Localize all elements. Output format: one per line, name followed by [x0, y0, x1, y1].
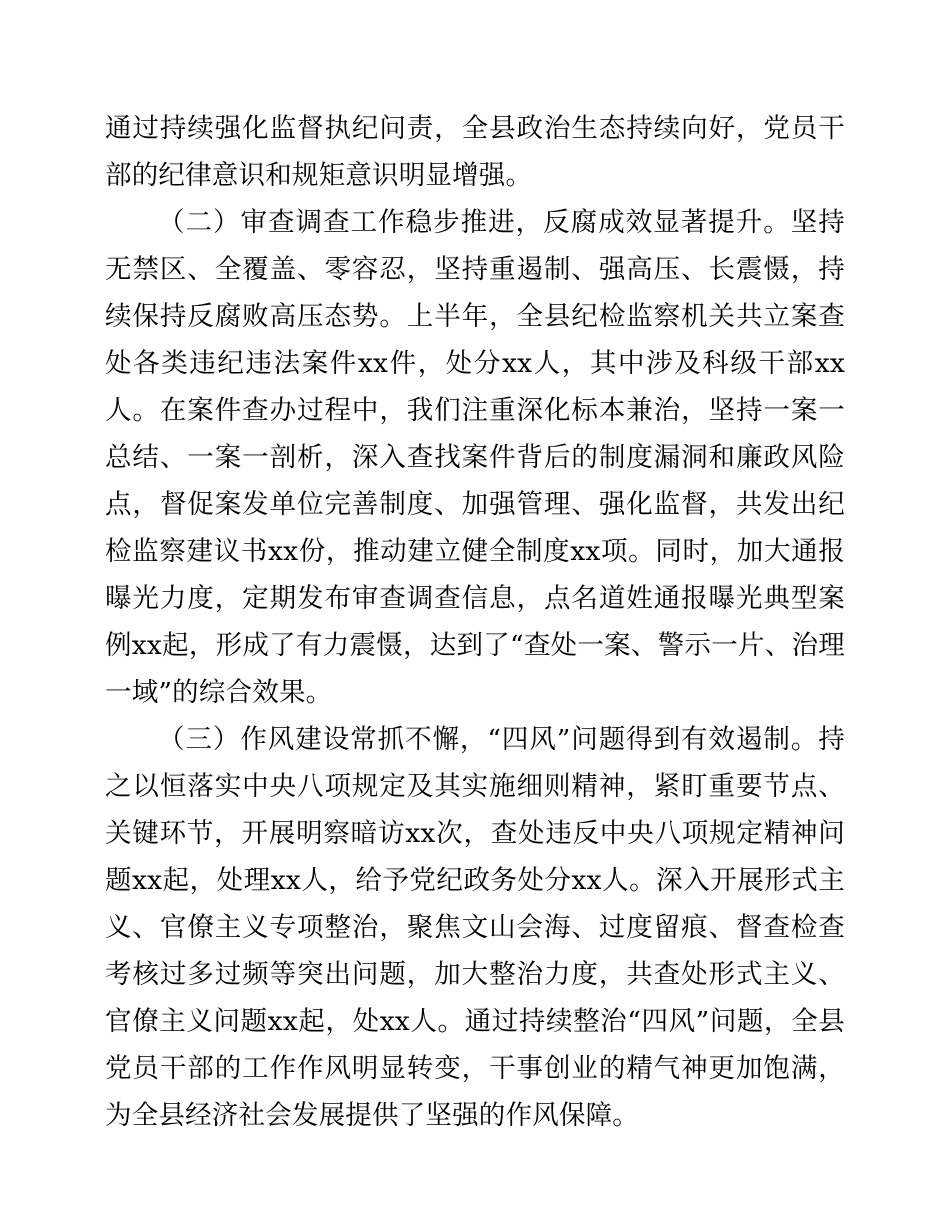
paragraph-section-two: （二）审查调查工作稳步推进，反腐成效显著提升。坚持无禁区、全覆盖、零容忍，坚持重遏制、强高压、长震慑，持续保持反腐败高压态势。上半年，全县纪检监察机关共立案查处各类违纪违法案件xx件，处分xx人，其中涉及科级干部xx人。在案件查办过程中，我们注重深化标本兼治，坚持一案一总结、一案一剖析，深入查找案件背后的制度漏洞和廉政风险点，督促案发单位完善制度、加强管理、强化监督，共发出纪检监察建议书xx份，推动建立健全制度xx项。同时，加大通报曝光力度，定期发布审查调查信息，点名道姓通报曝光典型案例xx起，形成了有力震慑，达到了“查处一案、警示一片、治理一域”的综合效果。	[105, 207, 845, 708]
document-body	[105, 105, 845, 1139]
paragraph-continuation: 通过持续强化监督执纪问责，全县政治生态持续向好，党员干部的纪律意识和规矩意识明显增强。	[105, 113, 845, 191]
paragraph-section-three: （三）作风建设常抓不懈，“四风”问题得到有效遏制。持之以恒落实中央八项规定及其实施细则精神，紧盯重要节点、关键环节，开展明察暗访xx次，查处违反中央八项规定精神问题xx起，处理xx人，给予党纪政务处分xx人。深入开展形式主义、官僚主义专项整治，聚焦文山会海、过度留痕、督查检查考核过多过频等突出问题，加大整治力度，共查处形式主义、官僚主义问题xx起，处xx人。通过持续整治“四风”问题，全县党员干部的工作作风明显转变，干事创业的精气神更加饱满，为全县经济社会发展提供了坚强的作风保障。	[105, 724, 845, 1131]
